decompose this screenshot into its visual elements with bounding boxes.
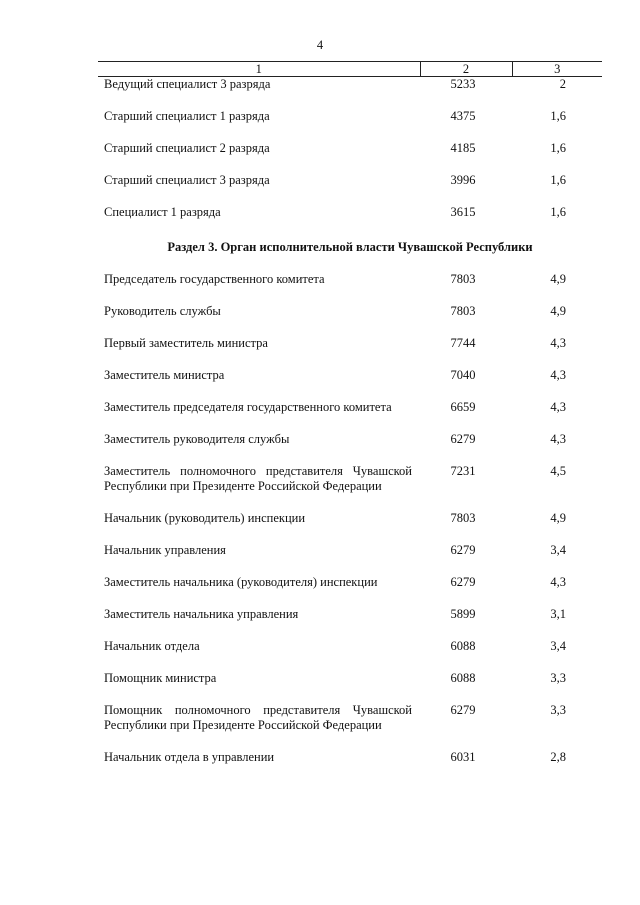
salary-table [98, 61, 602, 782]
table-row [98, 205, 602, 237]
position-name: Ведущий специалист 3 разряда [104, 77, 271, 91]
coefficient-value: 4,3 [550, 336, 566, 350]
salary-value: 7040 [450, 368, 476, 382]
salary-value: 3615 [450, 205, 476, 219]
table-row [98, 639, 602, 671]
coefficient-value: 4,9 [550, 304, 566, 318]
column-header-2: 2 [420, 62, 512, 77]
coefficient-value: 3,3 [550, 671, 566, 685]
position-name: Заместитель руководителя службы [104, 432, 290, 446]
salary-value: 7744 [450, 336, 476, 350]
coefficient-value: 4,3 [550, 432, 566, 446]
section-row [98, 237, 602, 272]
table-row [98, 400, 602, 432]
page-number: 4 [316, 38, 324, 52]
coefficient-value: 4,3 [550, 575, 566, 589]
salary-value: 7231 [450, 464, 476, 478]
position-name: Начальник (руководитель) инспекции [104, 511, 306, 525]
coefficient-value: 4,9 [550, 272, 566, 286]
coefficient-value: 3,4 [550, 543, 566, 557]
position-name: Старший специалист 2 разряда [104, 141, 270, 155]
table-row [98, 575, 602, 607]
coefficient-value: 4,3 [550, 368, 566, 382]
table-row [98, 141, 602, 173]
salary-value: 6088 [450, 639, 476, 653]
position-name: Помощник полномочного представителя Чувашской Республики при Президенте Российской Федерации [104, 703, 412, 732]
salary-value: 6279 [450, 703, 476, 717]
position-name: Первый заместитель министра [104, 336, 268, 350]
coefficient-value: 4,3 [550, 400, 566, 414]
coefficient-value: 3,1 [550, 607, 566, 621]
salary-value: 6031 [450, 750, 476, 764]
salary-value: 5233 [450, 77, 476, 91]
position-name: Председатель государственного комитета [104, 272, 325, 286]
coefficient-value: 1,6 [550, 173, 566, 187]
salary-value: 7803 [450, 272, 476, 286]
section-title: Раздел 3. Орган исполнительной власти Чувашской Республики [167, 240, 533, 254]
coefficient-value: 1,6 [550, 205, 566, 219]
table-row [98, 304, 602, 336]
salary-value: 6088 [450, 671, 476, 685]
position-name: Специалист 1 разряда [104, 205, 221, 219]
salary-value: 4185 [450, 141, 476, 155]
position-name: Старший специалист 3 разряда [104, 173, 270, 187]
table-header [98, 62, 602, 77]
table-row [98, 543, 602, 575]
table-row [98, 336, 602, 368]
coefficient-value: 1,6 [550, 109, 566, 123]
coefficient-value: 3,3 [550, 703, 566, 717]
table-row [98, 671, 602, 703]
table-row [98, 607, 602, 639]
table-row [98, 464, 602, 511]
position-name: Начальник отдела в управлении [104, 750, 275, 764]
table-row [98, 750, 602, 782]
position-name: Помощник министра [104, 671, 217, 685]
table-row [98, 703, 602, 750]
table-row [98, 272, 602, 304]
salary-value: 4375 [450, 109, 476, 123]
salary-value: 7803 [450, 304, 476, 318]
position-name: Заместитель полномочного представителя Чувашской Республики при Президенте Российской Федерации [104, 464, 412, 493]
table-row [98, 368, 602, 400]
column-header-1: 1 [98, 62, 420, 77]
salary-value: 6659 [450, 400, 476, 414]
salary-value: 6279 [450, 432, 476, 446]
position-name: Заместитель министра [104, 368, 225, 382]
coefficient-value: 1,6 [550, 141, 566, 155]
position-name: Руководитель службы [104, 304, 221, 318]
salary-value: 7803 [450, 511, 476, 525]
salary-value: 6279 [450, 575, 476, 589]
table-row [98, 109, 602, 141]
position-name: Заместитель председателя государственного комитета [104, 400, 392, 414]
salary-value: 3996 [450, 173, 476, 187]
table-row [98, 77, 602, 110]
coefficient-value: 2,8 [550, 750, 566, 764]
table-row [98, 511, 602, 543]
coefficient-value: 4,9 [550, 511, 566, 525]
coefficient-value: 2 [559, 77, 566, 91]
salary-value: 6279 [450, 543, 476, 557]
position-name: Начальник отдела [104, 639, 200, 653]
position-name: Заместитель начальника (руководителя) инспекции [104, 575, 378, 589]
coefficient-value: 4,5 [550, 464, 566, 478]
column-header-3: 3 [512, 62, 602, 77]
position-name: Старший специалист 1 разряда [104, 109, 270, 123]
table-row [98, 432, 602, 464]
table-row [98, 173, 602, 205]
coefficient-value: 3,4 [550, 639, 566, 653]
salary-value: 5899 [450, 607, 476, 621]
position-name: Заместитель начальника управления [104, 607, 299, 621]
table-body [98, 77, 602, 783]
position-name: Начальник управления [104, 543, 226, 557]
